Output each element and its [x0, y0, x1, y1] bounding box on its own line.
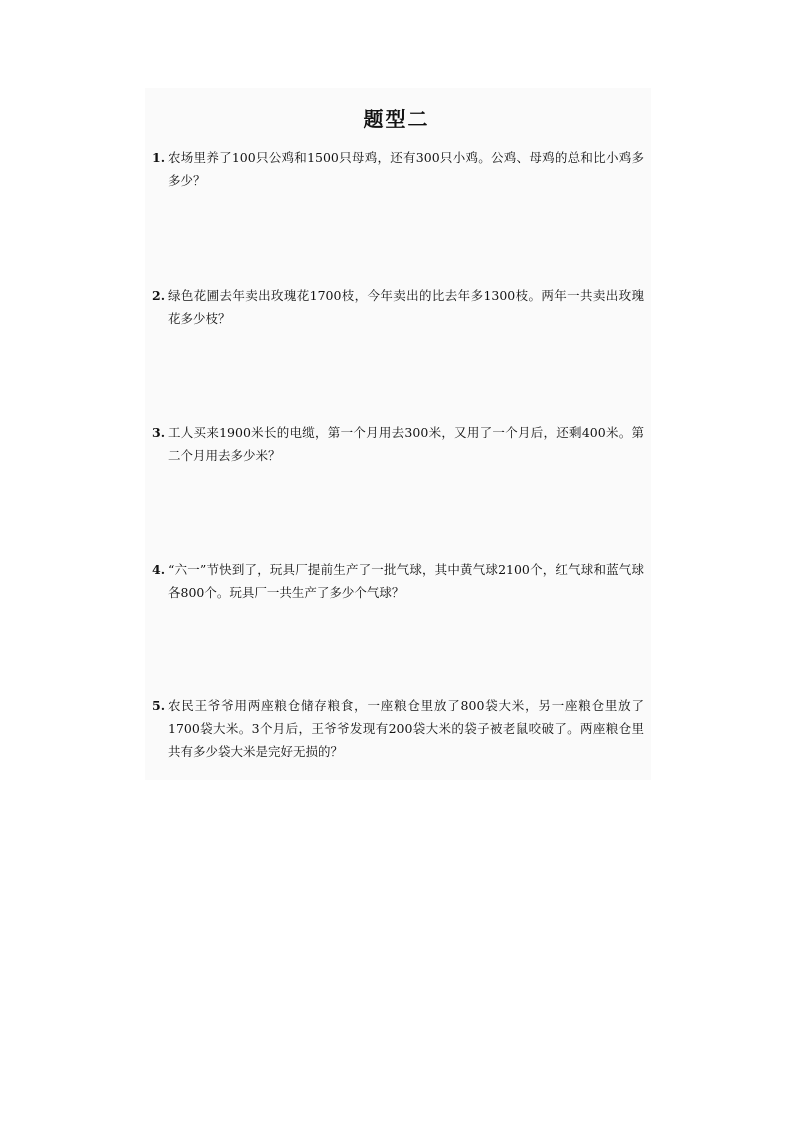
question-text: 农场里养了100只公鸡和1500只母鸡，还有300只小鸡。公鸡、母鸡的总和比小鸡多多少？: [168, 150, 644, 188]
question-1: [152, 146, 644, 192]
question-number: 2.: [152, 288, 166, 303]
question-number: 5.: [152, 698, 166, 713]
question-text: “六一”节快到了，玩具厂提前生产了一批气球，其中黄气球2100个，红气球和蓝气球各800个。玩具厂一共生产了多少个气球？: [168, 562, 644, 600]
question-5: [152, 694, 644, 763]
question-number: 4.: [152, 562, 166, 577]
question-text: 农民王爷爷用两座粮仓储存粮食，一座粮仓里放了800袋大米，另一座粮仓里放了1700袋大米。3个月后，王爷爷发现有200袋大米的袋子被老鼠咬破了。两座粮仓里共有多少袋大米是完好无损的？: [168, 698, 644, 759]
question-4: [152, 558, 644, 604]
page-title: 题型二: [363, 107, 430, 131]
question-text: 工人买来1900米长的电缆，第一个月用去300米，又用了一个月后，还剩400米。第二个月用去多少米？: [168, 425, 644, 463]
question-3: [152, 421, 644, 467]
question-number: 3.: [152, 425, 166, 440]
question-2: [152, 284, 644, 330]
question-text: 绿色花圃去年卖出玫瑰花1700枝，今年卖出的比去年多1300枝。两年一共卖出玫瑰花多少枝？: [168, 288, 644, 326]
question-number: 1.: [152, 150, 166, 165]
